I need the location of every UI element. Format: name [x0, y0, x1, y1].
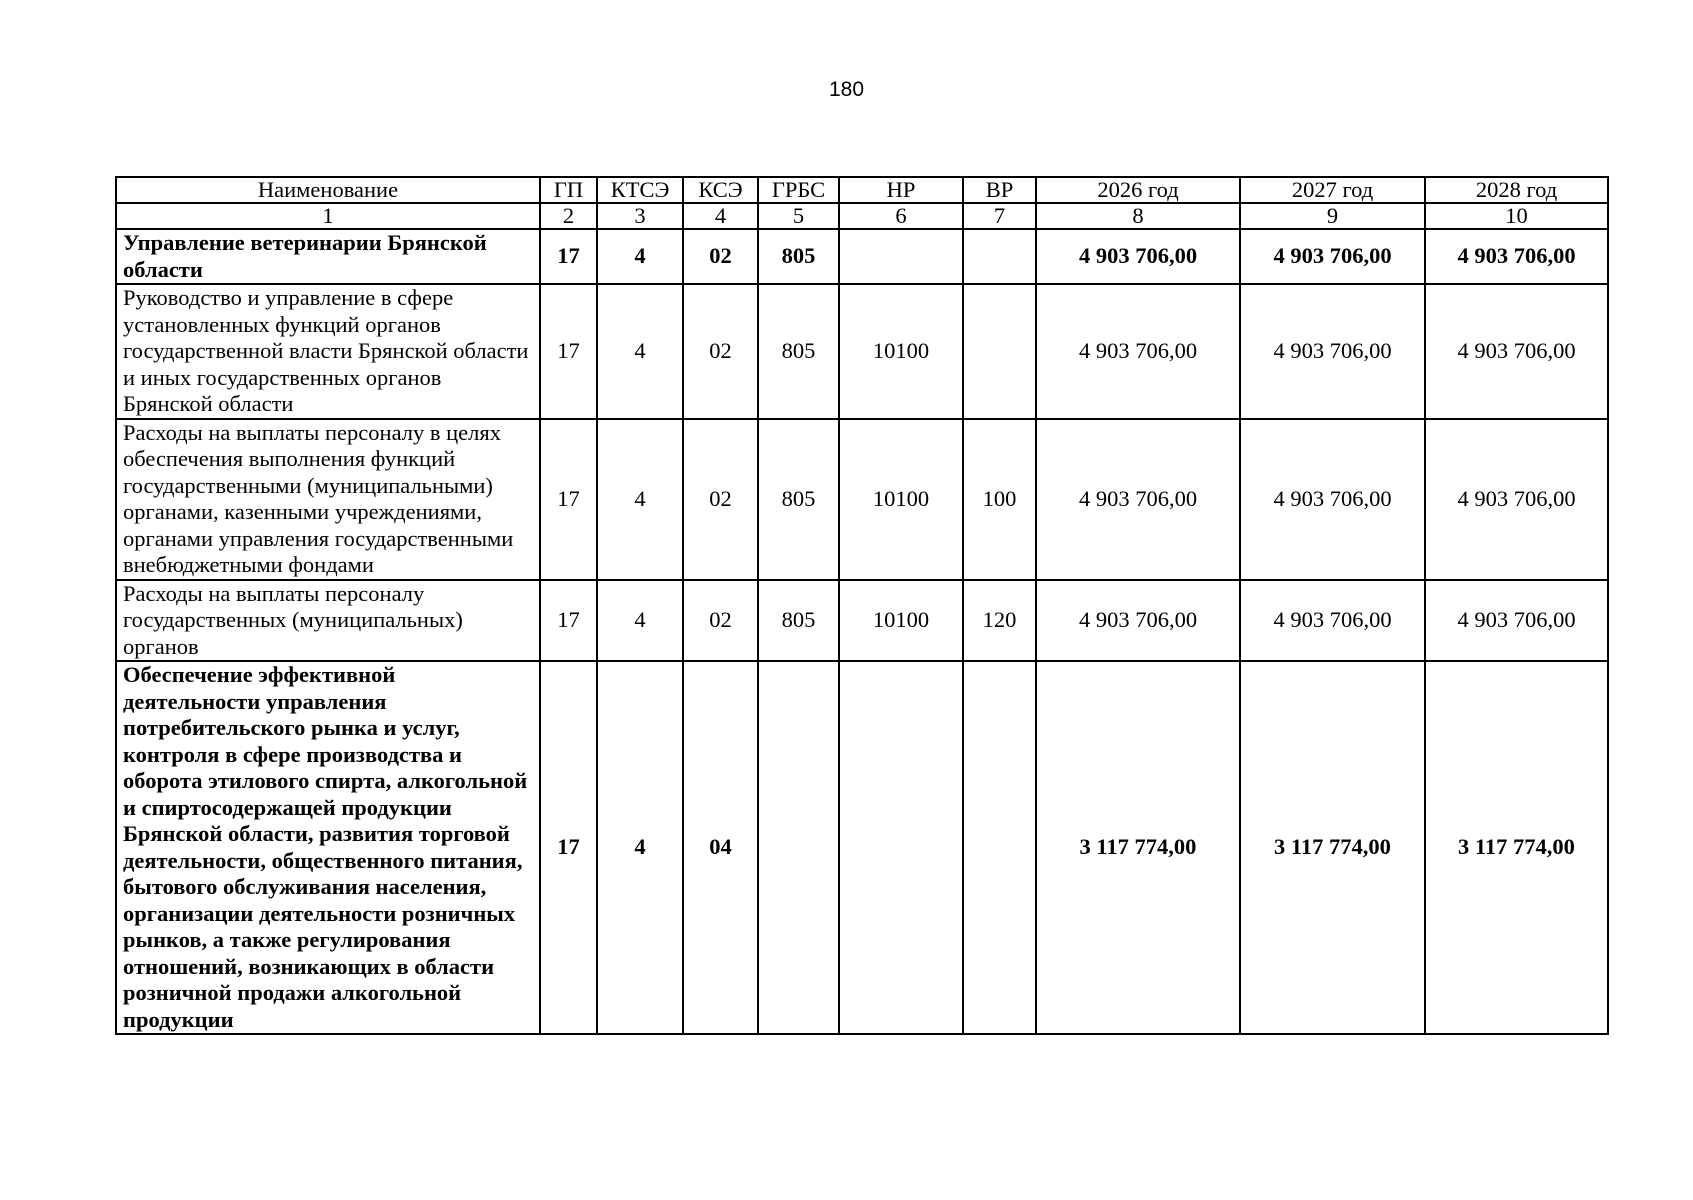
header-kse: КСЭ — [683, 177, 758, 203]
row-kse: 04 — [683, 661, 758, 1034]
row-kse: 02 — [683, 229, 758, 284]
table-row — [116, 580, 1608, 662]
row-ktse: 4 — [597, 419, 683, 580]
row-2027: 4 903 706,00 — [1240, 284, 1425, 419]
header-grbs: ГРБС — [758, 177, 839, 203]
header-2027: 2027 год — [1240, 177, 1425, 203]
row-gp: 17 — [540, 229, 597, 284]
row-name: Расходы на выплаты персоналу в целях обеспечения выполнения функций государственными (муниципальными) органами, казенными учреждениями, органами управления государственными внебюджетными фондами — [116, 419, 540, 580]
header-vr: ВР — [963, 177, 1036, 203]
row-2027: 3 117 774,00 — [1240, 661, 1425, 1034]
row-nr — [839, 661, 963, 1034]
row-2028: 4 903 706,00 — [1425, 229, 1608, 284]
row-gp: 17 — [540, 661, 597, 1034]
row-vr: 120 — [963, 580, 1036, 662]
row-2026: 4 903 706,00 — [1036, 419, 1240, 580]
column-number: 6 — [839, 203, 963, 229]
row-2026: 4 903 706,00 — [1036, 580, 1240, 662]
column-number: 10 — [1425, 203, 1608, 229]
row-2027: 4 903 706,00 — [1240, 580, 1425, 662]
row-nr: 10100 — [839, 284, 963, 419]
row-kse: 02 — [683, 419, 758, 580]
row-name: Расходы на выплаты персоналу государственных (муниципальных) органов — [116, 580, 540, 662]
row-grbs: 805 — [758, 580, 839, 662]
table-row — [116, 661, 1608, 1034]
header-ktse: КТСЭ — [597, 177, 683, 203]
row-2026: 4 903 706,00 — [1036, 229, 1240, 284]
row-2026: 4 903 706,00 — [1036, 284, 1240, 419]
column-number: 3 — [597, 203, 683, 229]
page-number: 180 — [828, 78, 865, 101]
row-nr: 10100 — [839, 580, 963, 662]
row-2028: 4 903 706,00 — [1425, 580, 1608, 662]
header-row — [116, 177, 1608, 203]
column-number: 4 — [683, 203, 758, 229]
row-ktse: 4 — [597, 284, 683, 419]
row-name: Обеспечение эффективной деятельности управления потребительского рынка и услуг, контроля в сфере производства и оборота этилового спирта, алкогольной и спиртосодержащей продукции Брянской области, развития торговой деятельности, общественного питания, бытового обслуживания населения, организации деятельности розничных рынков, а также регулирования отношений, возникающих в области розничной продажи алкогольной продукции — [116, 661, 540, 1034]
row-gp: 17 — [540, 284, 597, 419]
row-kse: 02 — [683, 284, 758, 419]
header-gp: ГП — [540, 177, 597, 203]
table-row — [116, 419, 1608, 580]
column-number: 5 — [758, 203, 839, 229]
row-grbs: 805 — [758, 229, 839, 284]
row-2026: 3 117 774,00 — [1036, 661, 1240, 1034]
column-number: 9 — [1240, 203, 1425, 229]
row-2028: 4 903 706,00 — [1425, 284, 1608, 419]
row-grbs: 805 — [758, 419, 839, 580]
header-name: Наименование — [116, 177, 540, 203]
header-nr: НР — [839, 177, 963, 203]
row-kse: 02 — [683, 580, 758, 662]
row-2028: 4 903 706,00 — [1425, 419, 1608, 580]
header-2026: 2026 год — [1036, 177, 1240, 203]
row-gp: 17 — [540, 580, 597, 662]
row-grbs: 805 — [758, 284, 839, 419]
row-gp: 17 — [540, 419, 597, 580]
row-nr: 10100 — [839, 419, 963, 580]
header-2028: 2028 год — [1425, 177, 1608, 203]
row-vr — [963, 661, 1036, 1034]
table-row — [116, 284, 1608, 419]
column-number: 8 — [1036, 203, 1240, 229]
row-ktse: 4 — [597, 229, 683, 284]
row-name: Руководство и управление в сфере установленных функций органов государственной власти Брянской области и иных государственных органов Брянской области — [116, 284, 540, 419]
row-nr — [839, 229, 963, 284]
column-number-row — [116, 203, 1608, 229]
table-row — [116, 229, 1608, 284]
row-ktse: 4 — [597, 580, 683, 662]
row-name: Управление ветеринарии Брянской области — [116, 229, 540, 284]
row-grbs — [758, 661, 839, 1034]
budget-table — [115, 176, 1609, 1035]
column-number: 7 — [963, 203, 1036, 229]
column-number: 2 — [540, 203, 597, 229]
row-vr — [963, 229, 1036, 284]
row-vr: 100 — [963, 419, 1036, 580]
row-vr — [963, 284, 1036, 419]
column-number: 1 — [116, 203, 540, 229]
row-2027: 4 903 706,00 — [1240, 419, 1425, 580]
row-2027: 4 903 706,00 — [1240, 229, 1425, 284]
row-ktse: 4 — [597, 661, 683, 1034]
row-2028: 3 117 774,00 — [1425, 661, 1608, 1034]
